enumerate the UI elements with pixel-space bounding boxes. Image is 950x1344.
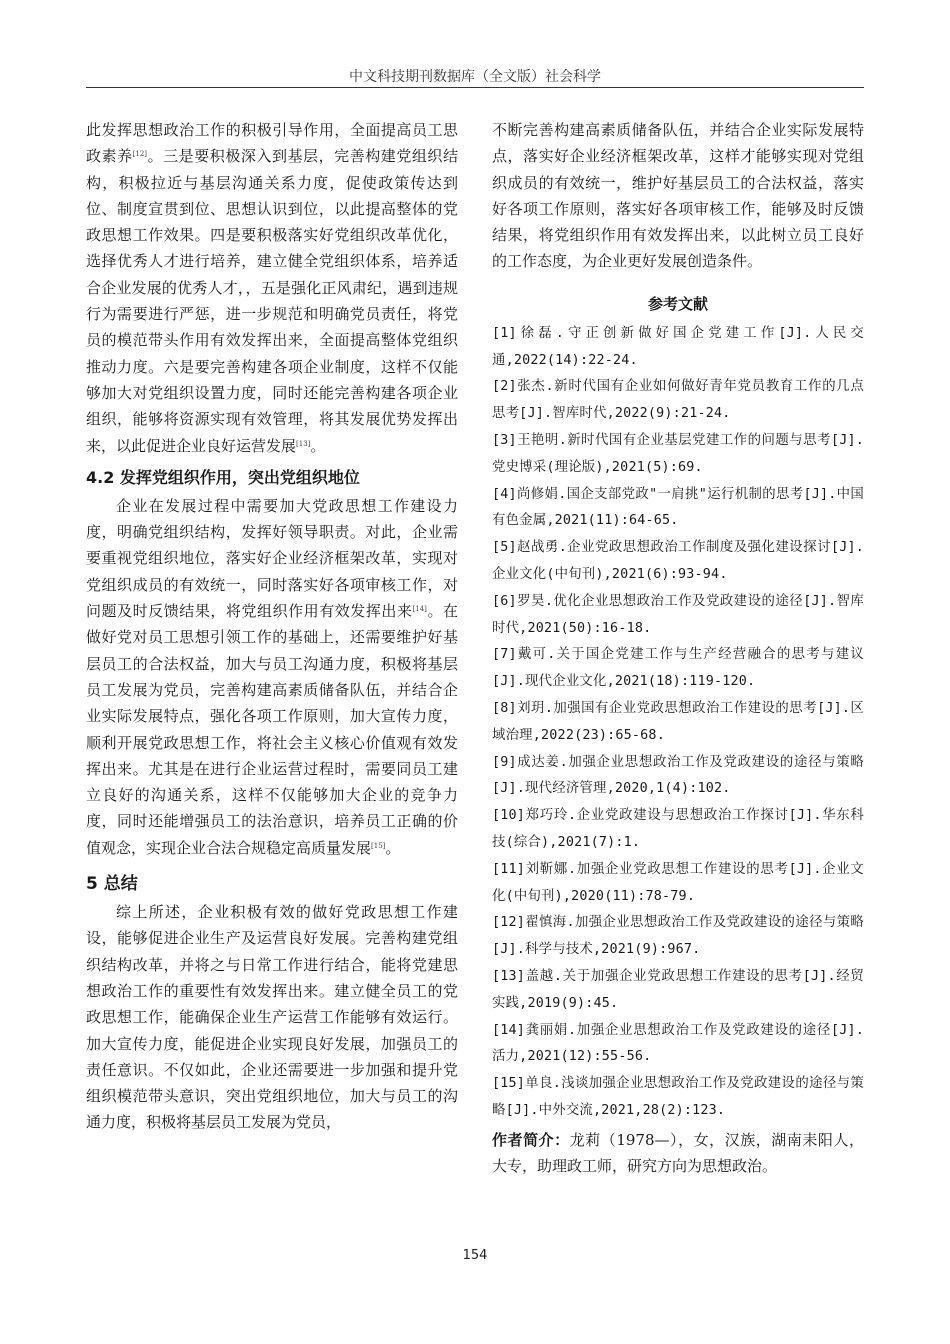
reference-item: [1]徐磊.守正创新做好国企党建工作[J].人民交通,2022(14):22-24. [492,325,864,368]
references-list [492,321,864,1125]
body-text: 。 [385,838,401,857]
section-heading-5: 5 总结 [86,874,138,895]
reference-item: [11]刘靳娜.加强企业党政思想工作建设的思考[J].企业文化(中旬刊),2020(11):78-79. [492,861,864,904]
header-divider [86,87,864,88]
reference-item: [2]张杰.新时代国有企业如何做好青年党员教育工作的几点思考[J].智库时代,2022(9):21-24. [492,379,864,422]
reference-item: [4]尚修娟.国企支部党政"一肩挑"运行机制的思考[J].中国有色金属,2021(11):64-65. [492,486,864,529]
citation-ref: [14] [412,605,427,614]
reference-item: [8]刘玥.加强国有企业党政思想政治工作建设的思考[J].区域治理,2022(23):65-68. [492,700,864,743]
right-column [492,117,864,1180]
reference-item: [12]翟慎海.加强企业思想政治工作及党政建设的途径与策略[J].科学与技术,2021(9):967. [492,915,864,958]
page-number: 154 [462,1248,488,1263]
author-bio-label: 作者简介： [492,1130,570,1149]
body-text: 。在做好党对员工思想引领工作的基础上，还需要维护好基层员工的合法权益，加大与员工沟通力度，积极将基层员工发展为党员，完善构建高素质储备队伍，并结合企业实际发展特点，强化各项工作原则，加大宣传力度，顺利开展党政思想工作，将社会主义核心价值观有效发挥出来。尤其是在进行企业运营过程时，需要同员工建立良好的沟通关系，这样不仅能够加大企业的竞争力度，同时还能增强员工的法治意识，培养员工正确的价值观念，实现企业合法合规稳定高质量发展 [86,602,458,857]
citation-ref: [12] [132,150,148,159]
left-column [86,117,458,1136]
paragraph [86,117,458,459]
reference-item: [13]盖越.关于加强企业党政思想工作建设的思考[J].经贸实践,2019(9):45. [492,968,864,1011]
reference-item: [6]罗昊.优化企业思想政治工作及党政建设的途径[J].智库时代,2021(50):16-18. [492,593,864,636]
paragraph: 综上所述，企业积极有效的做好党政思想工作建设，能够促进企业生产及运营良好发展。完善构建党组织结构改革，并将之与日常工作进行结合，能将党建思想政治工作的重要性有效发挥出来。建立健全员工的党政思想工作，能确保企业生产运营工作能够有效运行。加大宣传力度，能促进企业实现良好发展，加强员工的责任意识。不仅如此，企业还需要进一步加强和提升党组织模范带头意识，突出党组织地位，加大与员工的沟通力度，积极将基层员工发展为党员， [86,903,458,1132]
citation-ref: [13] [296,439,311,448]
reference-item: [15]单良.浅谈加强企业思想政治工作及党政建设的途径与策略[J].中外交流,2021,28(2):123. [492,1076,864,1118]
reference-item: [7]戴可.关于国企党建工作与生产经营融合的思考与建议[J].现代企业文化,2021(18):119-120. [492,647,864,690]
reference-item: [5]赵战勇.企业党政思想政治工作制度及强化建设探讨[J].企业文化(中旬刊),2021(6):93-94. [492,540,864,582]
reference-item: [10]郑巧玲.企业党政建设与思想政治工作探讨[J].华东科技(综合),2021(7):1. [492,808,864,850]
reference-item: [9]成达姜.加强企业思想政治工作及党政建设的途径与策略[J].现代经济管理,2020,1(4):102. [492,754,864,797]
reference-item: [14]龚丽娟.加强企业思想政治工作及党政建设的途径[J].活力,2021(12):55-56. [492,1022,864,1065]
section-heading-4-2: 4.2 发挥党组织作用，突出党组织地位 [86,467,360,487]
body-text: 此发挥思想政治工作的积极引导作用，全面提高员工思政素养 [86,121,458,166]
body-text: 。 [310,436,326,455]
paragraph: 不断完善构建高素质储备队伍，并结合企业实际发展特点，落实好企业经济框架改革，这样才能够实现对党组织成员的有效统一，维护好基层员工的合法权益，落实好各项工作原则，落实好各项审核工作，能够及时反馈结果，将党组织作用有效发挥出来，以此树立员工良好的工作态度，为企业更好发展创造条件。 [492,121,864,271]
body-text: 。三是要积极深入到基层，完善构建党组织结构，积极拉近与基层沟通关系力度，促使政策传达到位、制度宣贯到位、思想认识到位，以此提高整体的党政思想工作效果。四是要积极落实好党组织改革优化，选择优秀人才进行培养，建立健全党组织体系，培养适合企业发展的优秀人才，，五是强化正风肃纪，遇到违规行为需要进行严惩，进一步规范和明确党员责任，将党员的模范带头作用有效发挥出来，全面提高整体党组织推动力度。六是要完善构建各项企业制度，这样不仅能够加大对党组织设置力度，同时还能完善构建各项企业组织，能够将资源实现有效管理，将其发展优势发挥出来，以此促进企业良好运营发展 [86,147,458,455]
body-text: 企业在发展过程中需要加大党政思想工作建设力度，明确党组织结构，发挥好领导职责。对此，企业需要重视党组织地位，落实好企业经济框架改革，实现对党组织成员的有效统一，同时落实好各项审核工作，对问题及时反馈结果，将党组织作用有效发挥出来 [86,496,458,621]
journal-header: 中文科技期刊数据库（全文版）社会科学 [349,69,601,85]
author-bio [492,1127,864,1181]
paragraph [86,493,458,861]
citation-ref: [15] [371,841,386,850]
references-title: 参考文献 [647,294,708,313]
reference-item: [3]王艳明.新时代国有企业基层党建工作的问题与思考[J].党史博采(理论版),2021(5):69. [492,432,864,475]
author-bio-text: 龙莉（1978—），女，汉族，湖南耒阳人，大专，助理政工师，研究方向为思想政治。 [492,1130,864,1176]
